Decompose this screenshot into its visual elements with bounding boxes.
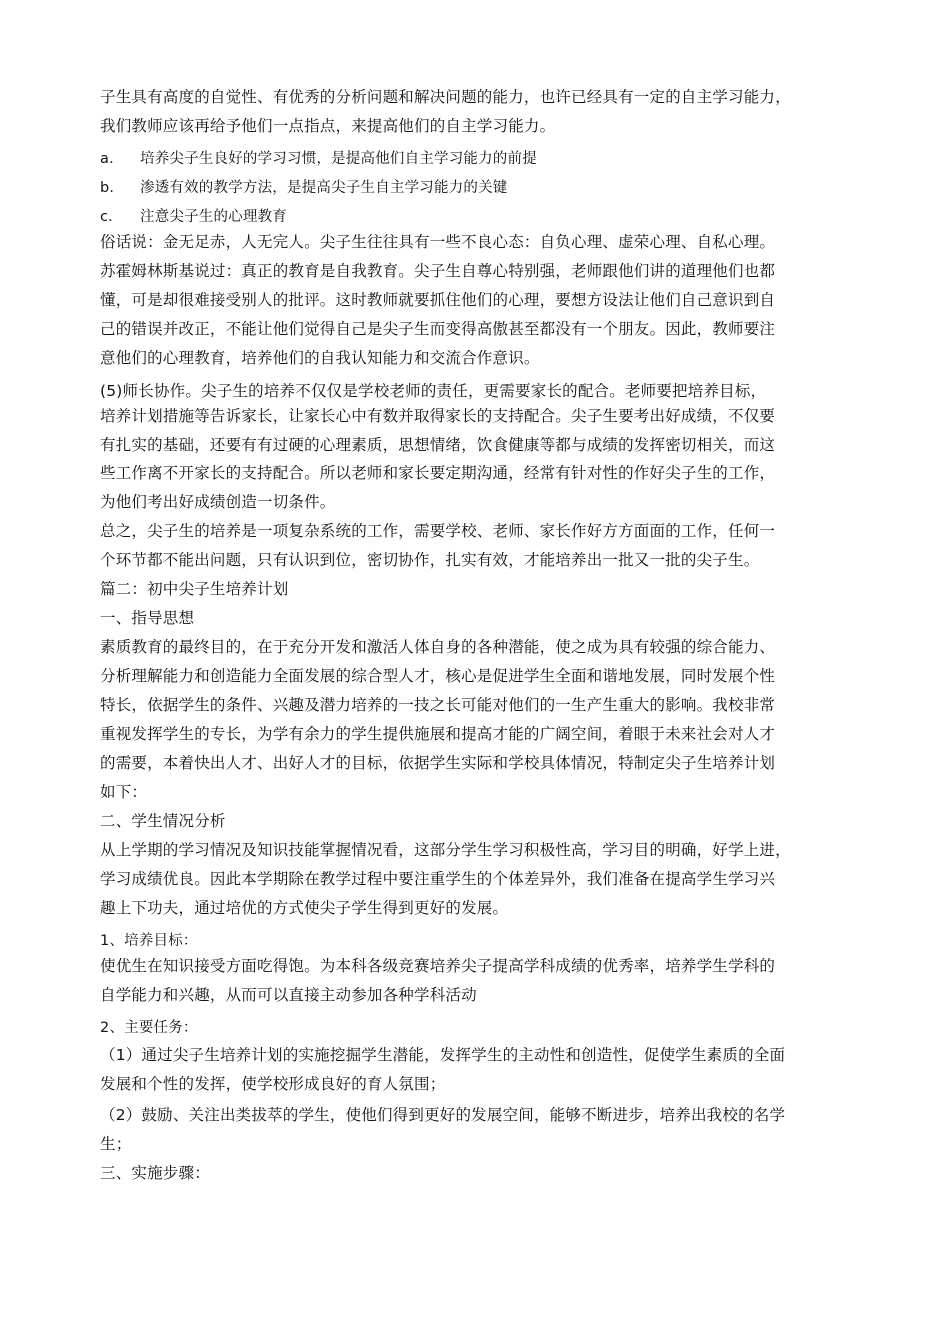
paragraph-line: 我们教师应该再给予他们一点指点，来提高他们的自主学习能力。	[100, 117, 556, 135]
list-item-text: 培养尖子生良好的学习习惯，是提高他们自主学习能力的前提	[140, 151, 537, 167]
paragraph-line: 自学能力和兴趣，从而可以直接主动参加各种学科活动	[100, 986, 477, 1004]
paragraph-line: 重视发挥学生的专长，为学有余力的学生提供施展和提高才能的广阔空间，着眼于未来社会对人才	[100, 725, 776, 743]
list-marker: b．	[100, 180, 125, 196]
section-heading: 一、指导思想	[100, 609, 195, 627]
list-item-a	[100, 148, 537, 170]
subsection-heading: 1、培养目标：	[100, 933, 198, 949]
paragraph-line: 发展和个性的发挥，使学校形成良好的育人氛围；	[100, 1075, 446, 1093]
paragraph-line: 特长，依据学生的条件、兴趣及潜力培养的一技之长可能对他们的一生产生重大的影响。我校非常	[100, 696, 776, 714]
paragraph-line: （2）鼓励、关注出类拔萃的学生，使他们得到更好的发展空间，能够不断进步，培养出我校的名学	[100, 1106, 786, 1124]
list-marker: a．	[100, 151, 124, 167]
paragraph-line: 为他们考出好成绩创造一切条件。	[100, 493, 336, 511]
paragraph-line: 些工作离不开家长的支持配合。所以老师和家长要定期沟通，经常有针对性的作好尖子生的工作，	[100, 464, 776, 482]
paragraph-line: 生；	[100, 1135, 132, 1153]
paragraph-line: 己的错误并改正，不能让他们觉得自己是尖子生而变得高傲甚至都没有一个朋友。因此，教师要注	[100, 320, 776, 338]
paragraph-line: 的需要，本着快出人才、出好人才的目标，依据学生实际和学校具体情况，特制定尖子生培养计划	[100, 754, 776, 772]
paragraph-line: （1）通过尖子生培养计划的实施挖掘学生潜能，发挥学生的主动性和创造性，促使学生素质的全面	[100, 1046, 786, 1064]
paragraph-line: 有扎实的基础，还要有有过硬的心理素质，思想情绪，饮食健康等都与成绩的发挥密切相关，而这	[100, 436, 776, 454]
paragraph-line: 分析理解能力和创造能力全面发展的综合型人才，核心是促进学生全面和谐地发展，同时发展个性	[100, 667, 776, 685]
paragraph-line: 如下：	[100, 783, 148, 801]
paragraph-line: 趣上下功夫，通过培优的方式使尖子学生得到更好的发展。	[100, 899, 509, 917]
list-item-b	[100, 177, 508, 199]
section-heading: 篇二：初中尖子生培养计划	[100, 580, 289, 598]
paragraph-line: 从上学期的学习情况及知识技能掌握情况看，这部分学生学习积极性高，学习目的明确，好学上进，	[100, 841, 791, 859]
subsection-heading: 2、主要任务：	[100, 1020, 198, 1036]
paragraph-line: 学习成绩优良。因此本学期除在教学过程中要注重学生的个体差异外，我们准备在提高学生学习兴	[100, 870, 776, 888]
list-item-text: 渗透有效的教学方法，是提高尖子生自主学习能力的关键	[140, 180, 508, 196]
paragraph-line: 苏霍姆林斯基说过：真正的教育是自我教育。尖子生自尊心特别强，老师跟他们讲的道理他们也都	[100, 262, 776, 280]
section-heading: 二、学生情况分析	[100, 812, 226, 830]
list-item-c	[100, 206, 287, 228]
paragraph-line: (5)师长协作。尖子生的培养不仅仅是学校老师的责任，更需要家长的配合。老师要把培养目标，	[100, 382, 767, 400]
paragraph-line: 素质教育的最终目的，在于充分开发和激活人体自身的各种潜能，使之成为具有较强的综合能力、	[100, 638, 776, 656]
paragraph-line: 使优生在知识接受方面吃得饱。为本科各级竞赛培养尖子提高学科成绩的优秀率，培养学生学科的	[100, 957, 776, 975]
paragraph-line: 俗话说：金无足赤，人无完人。尖子生往往具有一些不良心态：自负心理、虚荣心理、自私心理。	[100, 233, 776, 251]
paragraph-line: 个环节都不能出问题，只有认识到位，密切协作，扎实有效，才能培养出一批又一批的尖子生。	[100, 551, 760, 569]
paragraph-line: 懂，可是却很难接受别人的批评。这时教师就要抓住他们的心理，要想方设法让他们自己意识到自	[100, 291, 776, 309]
paragraph-line: 培养计划措施等告诉家长，让家长心中有数并取得家长的支持配合。尖子生要考出好成绩，不仅要	[100, 407, 776, 425]
list-marker: c．	[100, 209, 123, 225]
section-heading: 三、实施步骤：	[100, 1164, 210, 1182]
paragraph-line: 子生具有高度的自觉性、有优秀的分析问题和解决问题的能力，也许已经具有一定的自主学习能力，	[100, 88, 791, 106]
paragraph-line: 总之，尖子生的培养是一项复杂系统的工作，需要学校、老师、家长作好方方面面的工作，任何一	[100, 522, 776, 540]
list-item-text: 注意尖子生的心理教育	[140, 209, 287, 225]
paragraph-line: 意他们的心理教育，培养他们的自我认知能力和交流合作意识。	[100, 349, 540, 367]
